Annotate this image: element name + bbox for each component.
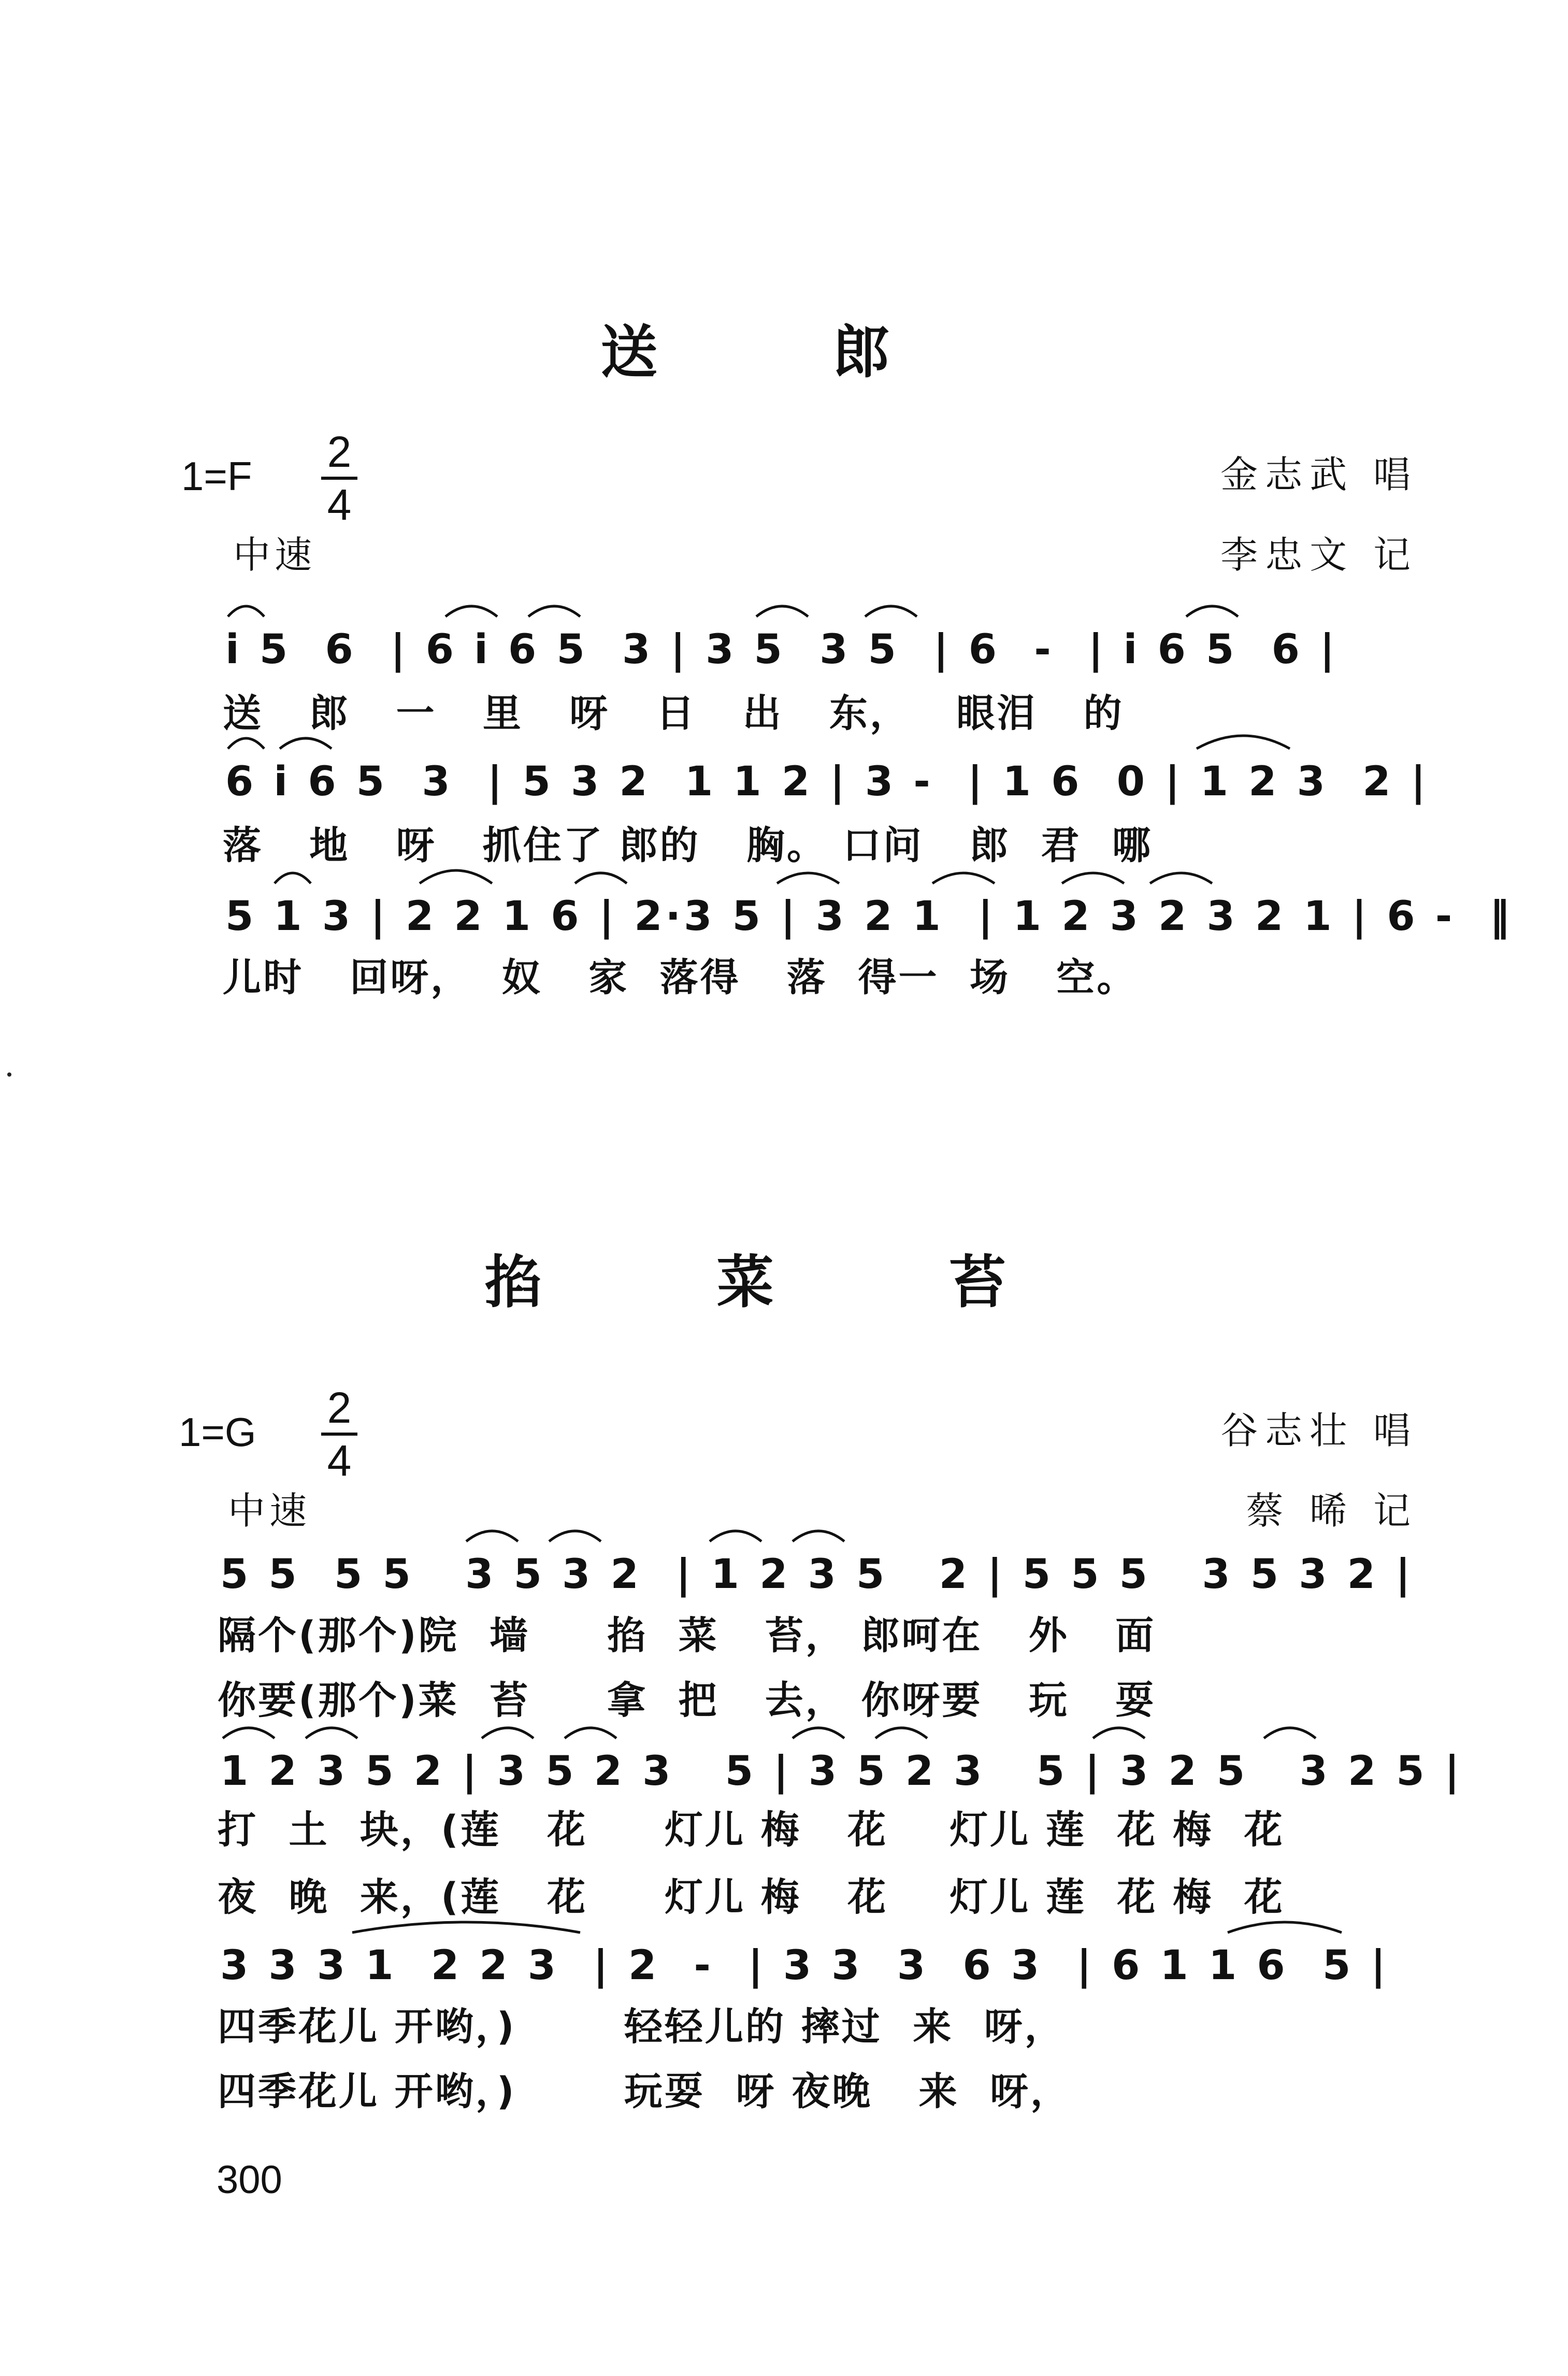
slur-arc — [223, 1728, 275, 1738]
lyric-line: 儿时 回呀， 奴 家 落得 落 得一 场 空。 — [223, 955, 1138, 1000]
slur-arc — [228, 738, 264, 749]
notation-line: 5 5 5 5 3 5 3 2 | 1 2 3 5 2 | 5 5 5 3 5 3 2 | — [220, 1551, 1414, 1598]
tempo-marking-1: 中速 — [233, 533, 317, 577]
slur-arc — [710, 1531, 761, 1541]
singer-credit-1: 金志武 唱 — [1220, 453, 1418, 496]
notation-line: 3 3 3 1 2 2 3 | 2 - | 3 3 3 6 3 | 6 1 1 6 5 | — [220, 1942, 1389, 1989]
slur-arc — [445, 606, 497, 617]
notation-line: i 5 6 | 6 i 6 5 3 | 3 5 3 5 | 6 - | i 6 5 6 | — [225, 626, 1338, 673]
slur-arc — [306, 1728, 357, 1738]
slur-arc — [549, 1531, 601, 1541]
song-title-2: 掐 菜 苔 — [484, 1249, 1084, 1315]
slur-arc — [1186, 606, 1238, 617]
time-signature-denominator: 4 — [327, 1436, 352, 1485]
key-signature-2: 1=G — [179, 1409, 256, 1455]
slur-arc — [352, 1922, 580, 1933]
slur-arc — [1197, 736, 1290, 749]
tempo-marking-2: 中速 — [228, 1489, 311, 1533]
slur-arc — [1150, 873, 1212, 883]
page-number: 300 — [217, 2158, 282, 2202]
slur-arc — [777, 873, 839, 883]
slur-arc — [565, 1728, 616, 1738]
slur-arc — [875, 1728, 927, 1738]
time-signature-2 — [321, 1383, 357, 1485]
time-signature-numerator: 2 — [327, 1383, 352, 1432]
slur-arc — [420, 870, 492, 883]
lyric-line: 打 土 块，(莲 花 灯儿 梅 花 灯儿 莲 花 梅 花 — [218, 1808, 1285, 1852]
lyric-line: 四季花儿 开哟，) 轻轻儿的 摔过 来 呀， — [218, 2005, 1065, 2049]
lyric-line: 你要(那个)菜 苔 拿 把 去， 你呀要 玩 耍 — [218, 1678, 1156, 1723]
slur-arc — [1093, 1728, 1145, 1738]
slur-arc — [528, 606, 580, 617]
lyric-line: 落 地 呀 抓住了 郎的 胸。 口问 郎 君 哪 — [223, 823, 1153, 868]
time-signature-numerator: 2 — [327, 427, 352, 476]
lyric-line: 四季花儿 开哟，) 玩耍 呀 夜晚 来 呀， — [218, 2069, 1071, 2114]
slur-arc — [1264, 1728, 1316, 1738]
slur-arc — [756, 606, 808, 617]
slur-arc — [466, 1531, 518, 1541]
scan-speck — [7, 1072, 11, 1077]
slur-arc — [1228, 1922, 1342, 1933]
time-signature-denominator: 4 — [327, 480, 352, 529]
song-title-1: 送 郎 — [600, 319, 968, 385]
slur-arc — [228, 606, 264, 617]
slur-arc — [275, 873, 311, 883]
slur-arc — [280, 738, 332, 749]
transcriber-credit-1: 李忠文 记 — [1220, 533, 1418, 577]
slur-arc — [575, 873, 627, 883]
key-signature-1: 1=F — [181, 453, 252, 499]
slur-arc — [793, 1531, 844, 1541]
time-signature-divider — [321, 1433, 357, 1436]
slur-arc — [482, 1728, 534, 1738]
notation-line: 1 2 3 5 2 | 3 5 2 3 5 | 3 5 2 3 5 | 3 2 5 3 2 5 | — [220, 1748, 1463, 1795]
notation-line: 5 1 3 | 2 2 1 6 | 2·3 5 | 3 2 1 | 1 2 3 2 3 2 1 | 6 - ‖ — [225, 893, 1513, 940]
lyric-line: 送 郎 一 里 呀 日 出 东， 眼泪 的 — [223, 691, 1124, 736]
time-signature-1 — [321, 427, 357, 529]
transcriber-credit-2: 蔡 晞 记 — [1246, 1489, 1418, 1533]
time-signature-divider — [321, 477, 357, 480]
slur-arc — [865, 606, 917, 617]
slur-arc — [1062, 873, 1124, 883]
lyric-line: 隔个(那个)院 墙 掐 菜 苔， 郎呵在 外 面 — [218, 1613, 1156, 1658]
slur-arc — [793, 1728, 844, 1738]
lyric-line: 夜 晚 来，(莲 花 灯儿 梅 花 灯儿 莲 花 梅 花 — [218, 1875, 1285, 1920]
slur-arc — [932, 873, 995, 883]
singer-credit-2: 谷志壮 唱 — [1220, 1409, 1418, 1452]
notation-line: 6 i 6 5 3 | 5 3 2 1 1 2 | 3 - | 1 6 0 | 1 2 3 2 | — [225, 758, 1429, 805]
